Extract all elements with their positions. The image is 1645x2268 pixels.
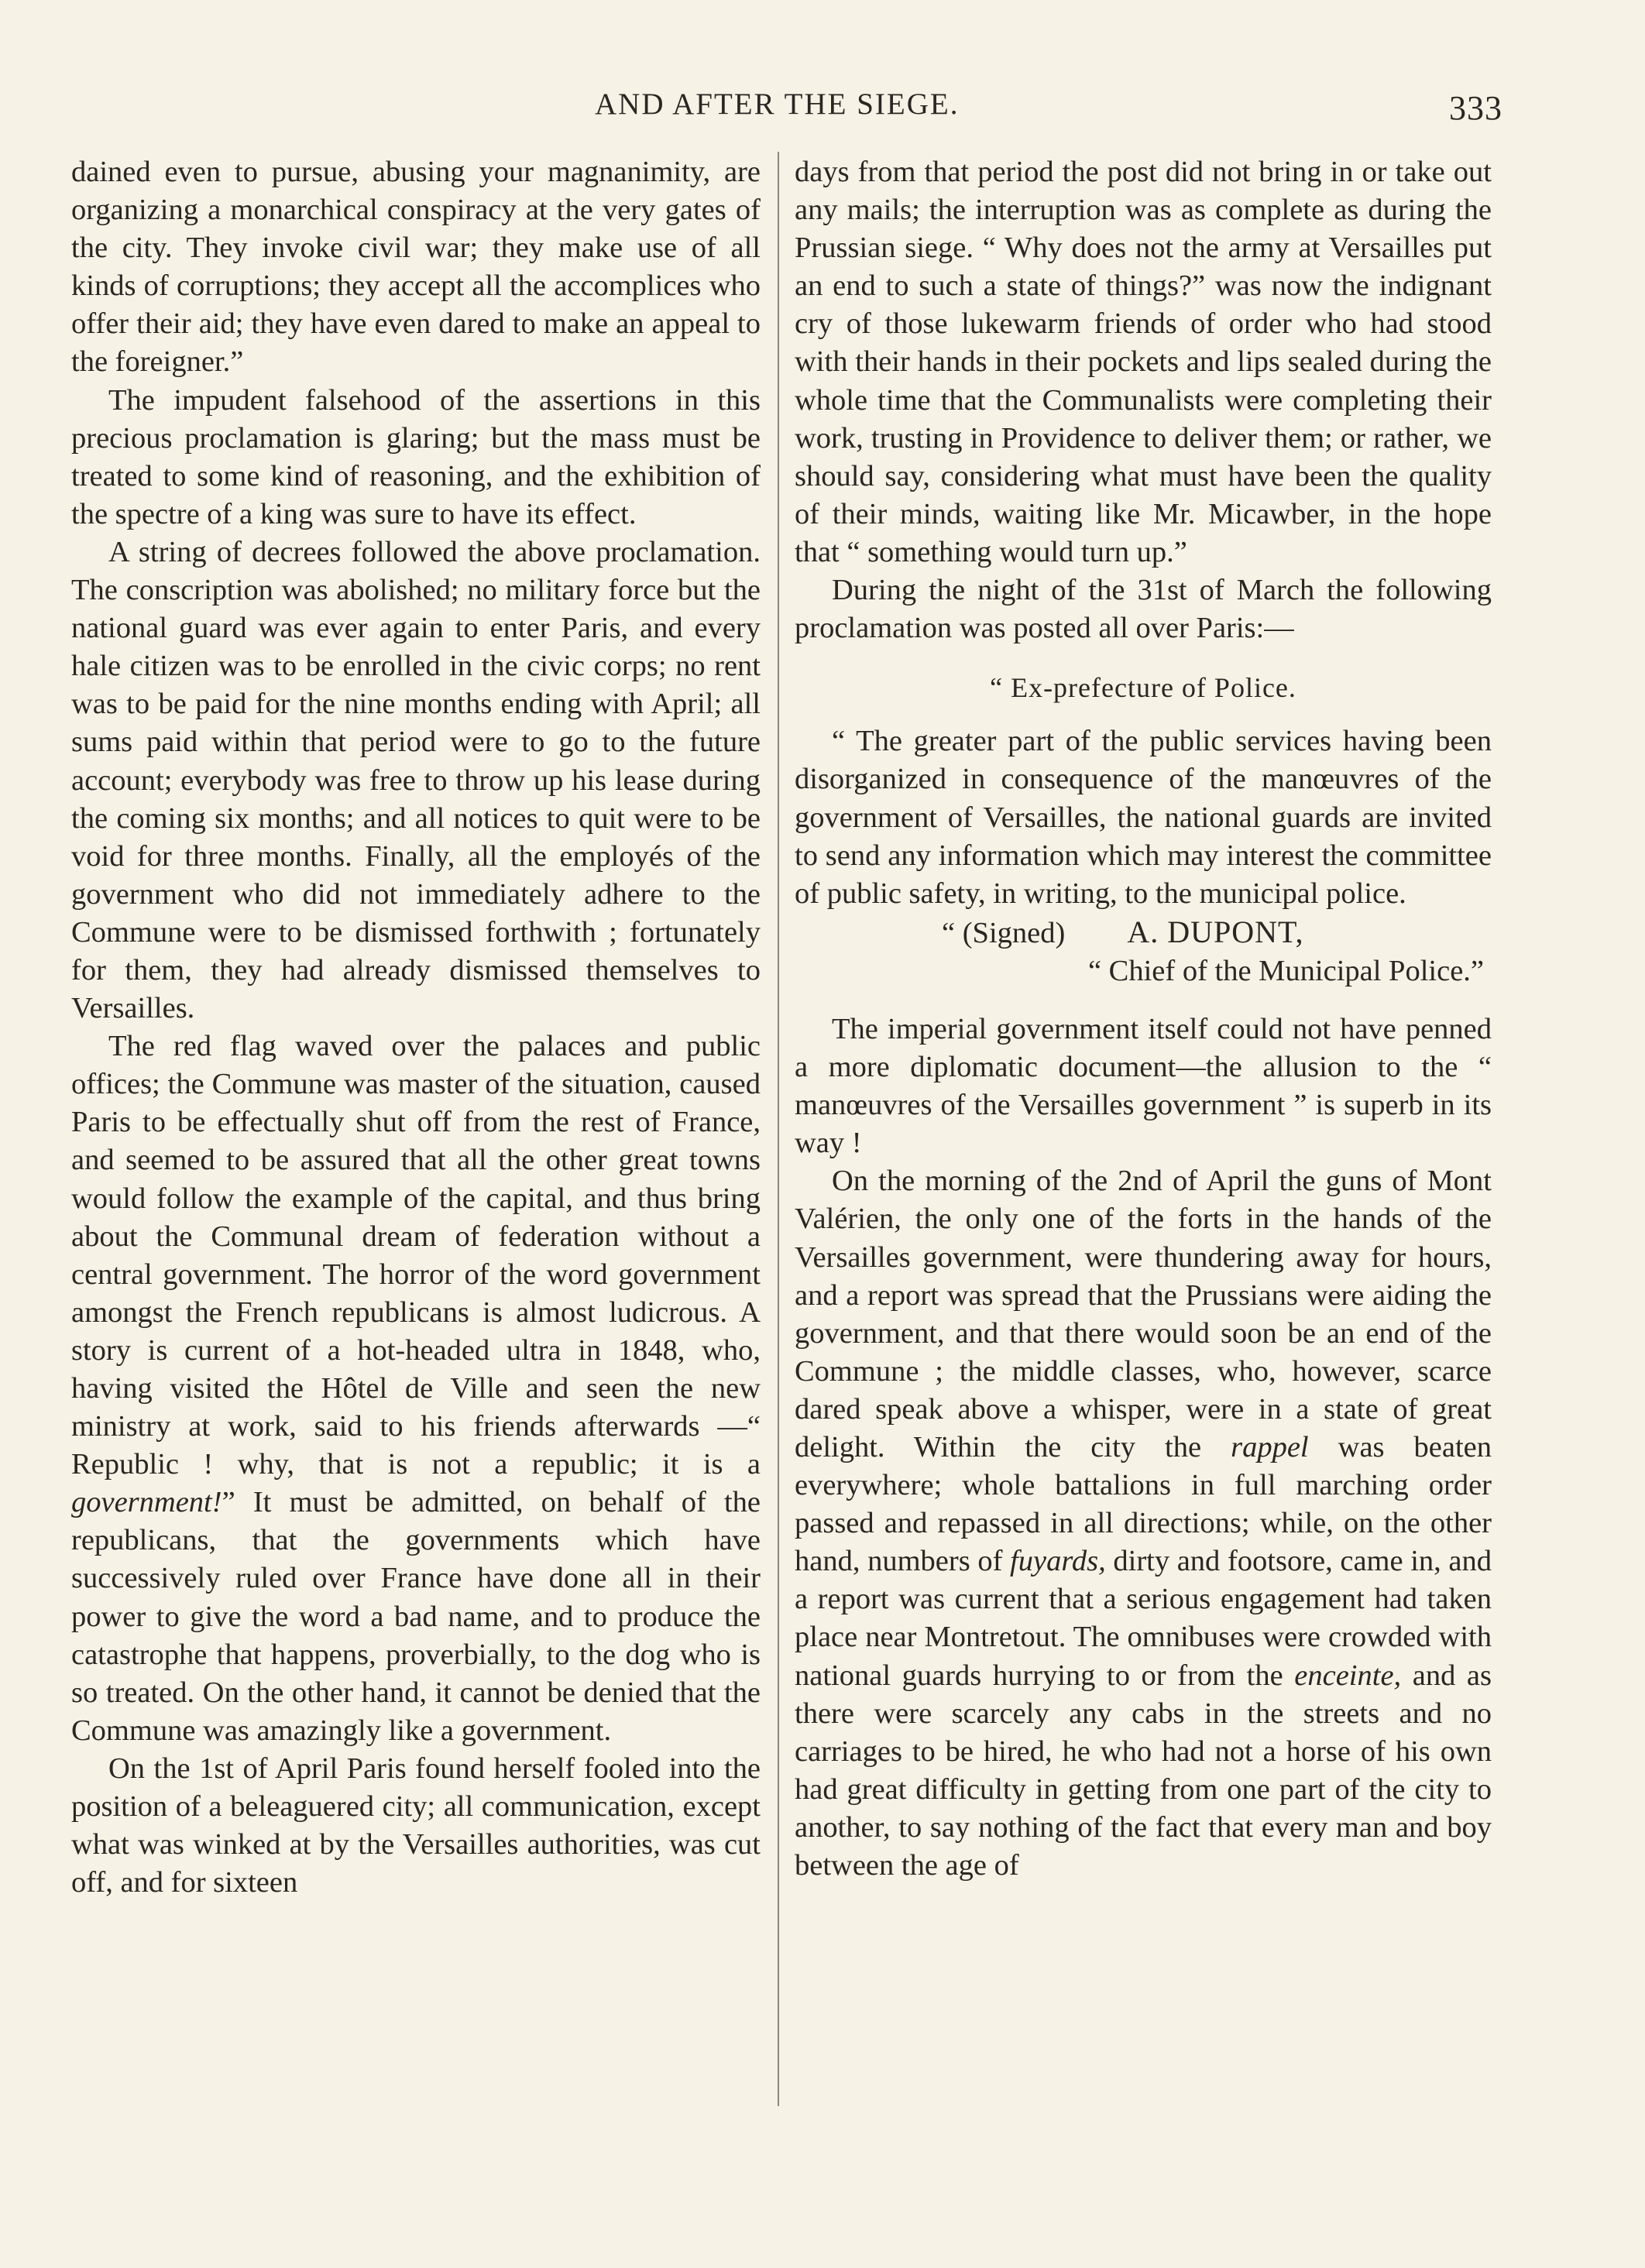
text-run: The red flag waved over the palaces and public offices; the Commune was master of the situation, caused Paris to be effectually shut off from the rest of France, and seemed to be assured that all the other great towns would follow the example of the capital, and thus bring about the Communal dream of federation without a central government. The horror of the word government amongst the French republicans is almost ludicrous. A story is current of a hot-headed ultra in 1848, who, having visited the Hôtel de Ville and seen the new ministry at work, said to his friends afterwards —“ Republic ! why, that is not a republic; it is a xyxy=(71,1030,761,1481)
paragraph: days from that period the post did not bring in or take out any mails; the interruption was as complete as during the Prussian siege. “ Why does not the army at Versailles put an end to such a state of things?” was now the indignant cry of those lukewarm friends of order who had stood with their hands in their pockets and lips sealed during the whole time that the Communalists were completing their work, trusting in Providence to deliver them; or rather, we should say, considering what must have been the quality of their minds, waiting like Mr. Micawber, in the hope that “ something would turn up.” xyxy=(795,156,1492,568)
proclamation-heading: “ Ex-prefecture of Police. xyxy=(990,672,1296,704)
page-header xyxy=(46,87,1502,133)
italic-text: enceinte, xyxy=(1294,1659,1402,1692)
text-run: and as there were scarcely any cabs in the streets and no carriages to be hired, he who had not a horse of his own had great difficulty in getting from one part of the city to another, to say nothing of the fact that every man and boy between the age of xyxy=(795,1659,1492,1882)
signed-label: “ (Signed) xyxy=(942,916,1066,949)
paragraph: The imperial government itself could not have penned a more diplomatic document—the allusion to the “ manœuvres of the Versailles government ” is superb in its way ! xyxy=(795,1012,1492,1160)
left-column xyxy=(71,153,761,1902)
text-run: On the morning of the 2nd of April the guns of Mont Valérien, the only one of the forts in the hands of the Versailles government, were thundering away for hours, and a report was spread that the Prussians were aiding the government, and that there would soon be an end of the Commune ; the middle classes, who, however, scarce dared speak above a whisper, were in a state of great delight. Within the city the xyxy=(795,1165,1492,1463)
paragraph: During the night of the 31st of March the following proclamation was posted all over Paris:— xyxy=(795,574,1492,645)
right-column xyxy=(795,153,1492,1885)
italic-text: fuyards, xyxy=(1010,1545,1106,1578)
text-run: ” It must be admitted, on behalf of the republicans, that the governments which have successively ruled over France have done all in their power to give the word a bad name, and to produce the catastrophe that happens, proverbially, to the dog who is so treated. On the other hand, it cannot be denied that the Commune was amazingly like a government. xyxy=(71,1486,761,1747)
paragraph: dained even to pursue, abusing your magnanimity, are organizing a monarchical conspiracy at the very gates of the city. They invoke civil war; they make use of all kinds of corruptions; they accept all the accomplices who offer their aid; they have even dared to make an appeal to the foreigner.” xyxy=(71,156,761,379)
signatory-name: A. DUPONT, xyxy=(1127,914,1304,949)
text-run: dirty and footsore, came in, and a report was current that a serious engagement had taken place near Montretout. The omnibuses were crowded with national guards hurrying to or from the xyxy=(795,1545,1492,1692)
running-head: AND AFTER THE SIEGE. xyxy=(595,87,960,121)
italic-text: government! xyxy=(71,1486,222,1519)
signature-line xyxy=(795,913,1492,952)
signatory-title: “ Chief of the Municipal Police.” xyxy=(1087,954,1484,987)
paragraph xyxy=(71,1028,761,1750)
proclamation-text: “ The greater part of the public services having been disorganized in consequence of the manœuvres of the government of Versailles, the national guards are invited to send any information which may interest the committee of public safety, in writing, to the municipal police. xyxy=(795,725,1492,910)
page-number: 333 xyxy=(1449,89,1502,127)
paragraph: On the 1st of April Paris found herself fooled into the position of a beleaguered city; all communication, except what was winked at by the Versailles authorities, was cut off, and for sixteen xyxy=(71,1752,761,1899)
paragraph: The impudent falsehood of the assertions in this precious proclamation is glaring; but the mass must be treated to some kind of reasoning, and the exhibition of the spectre of a king was sure to have its effect. xyxy=(71,383,761,530)
text-run: was beaten everywhere; whole battalions in full marching order passed and repassed in all directions; while, on the other hand, numbers of xyxy=(795,1431,1492,1578)
column-divider xyxy=(778,152,779,2106)
paragraph: A string of decrees followed the above proclamation. The conscription was abolished; no military force but the national guard was ever again to enter Paris, and every hale citizen was to be enrolled in the civic corps; no rent was to be paid for the nine months ending with April; all sums paid within that period were to go to the future account; everybody was free to throw up his lease during the coming six months; and all notices to quit were to be void for three months. Finally, all the employés of the government who did not immediately adhere to the Commune were to be dismissed forthwith ; fortunately for them, they had already dismissed themselves to Versailles. xyxy=(71,535,761,1025)
italic-text: rappel xyxy=(1231,1431,1309,1463)
paragraph xyxy=(795,1162,1492,1885)
